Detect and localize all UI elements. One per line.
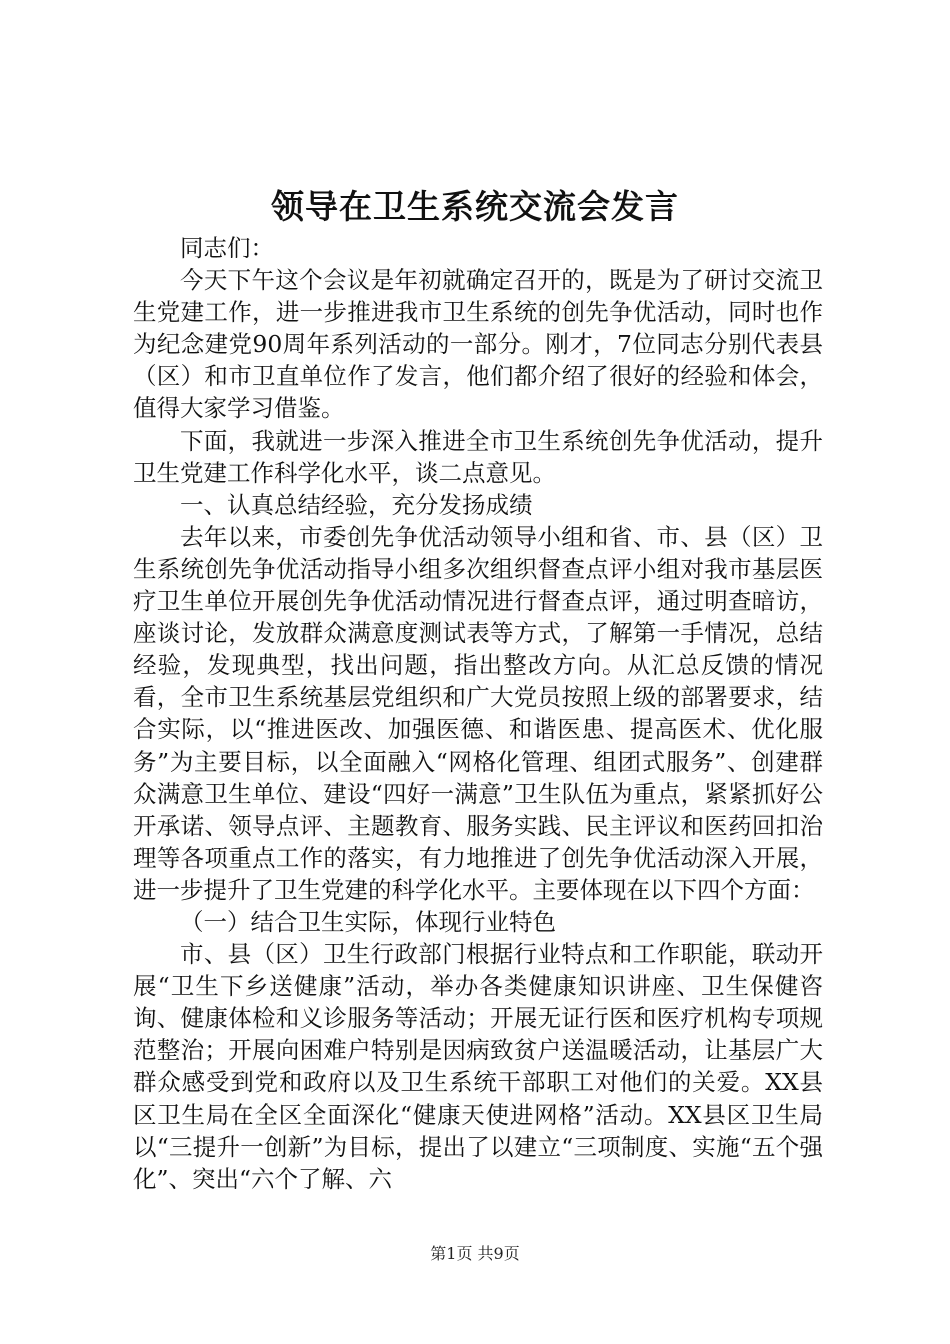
document-title: 领导在卫生系统交流会发言 xyxy=(271,187,679,226)
body-paragraph: 今天下午这个会议是年初就确定召开的，既是为了研讨交流卫生党建工作，进一步推进我市卫生系统的创先争优活动，同时也作为纪念建党90周年系列活动的一部分。刚才，7位同志分别代表县（区）和市卫直单位作了发言，他们都介绍了很好的经验和体会，值得大家学习借鉴。 xyxy=(133,266,823,423)
salutation-paragraph: 同志们： xyxy=(180,234,274,262)
body-paragraph: 市、县（区）卫生行政部门根据行业特点和工作职能，联动开展“卫生下乡送健康”活动，举办各类健康知识讲座、卫生保健咨询、健康体检和义诊服务等活动；开展无证行医和医疗机构专项规范整治；开展向困难户特别是因病致贫户送温暖活动，让基层广大群众感受到党和政府以及卫生系统干部职工对他们的关爱。XX县区卫生局在全区全面深化“健康天使进网格”活动。XX县区卫生局以“三提升一创新”为目标，提出了以建立“三项制度、实施“五个强化”、突出“六个了解、六 xyxy=(133,940,823,1193)
subsection-heading: （一）结合卫生实际，体现行业特色 xyxy=(180,907,556,936)
section-heading: 一、认真总结经验，充分发扬成绩 xyxy=(180,490,533,519)
body-paragraph: 下面，我就进一步深入推进全市卫生系统创先争优活动，提升卫生党建工作科学化水平，谈二点意见。 xyxy=(133,426,823,487)
body-paragraph: 去年以来，市委创先争优活动领导小组和省、市、县（区）卫生系统创先争优活动指导小组多次组织督查点评小组对我市基层医疗卫生单位开展创先争优活动情况进行督查点评，通过明查暗访，座谈讨论，发放群众满意度测试表等方式，了解第一手情况，总结经验，发现典型，找出问题，指出整改方向。从汇总反馈的情况看，全市卫生系统基层党组织和广大党员按照上级的部署要求，结合实际，以“推进医改、加强医德、和谐医患、提高医术、优化服务”为主要目标，以全面融入“网格化管理、组团式服务”、创建群众满意卫生单位、建设“四好一满意”卫生队伍为重点，紧紧抓好公开承诺、领导点评、主题教育、服务实践、民主评议和医药回扣治理等各项重点工作的落实，有力地推进了创先争优活动深入开展，进一步提升了卫生党建的科学化水平。主要体现在以下四个方面： xyxy=(133,522,823,904)
document-body xyxy=(133,232,823,1195)
page-number-footer: 第1页 共9页 xyxy=(430,1244,520,1263)
